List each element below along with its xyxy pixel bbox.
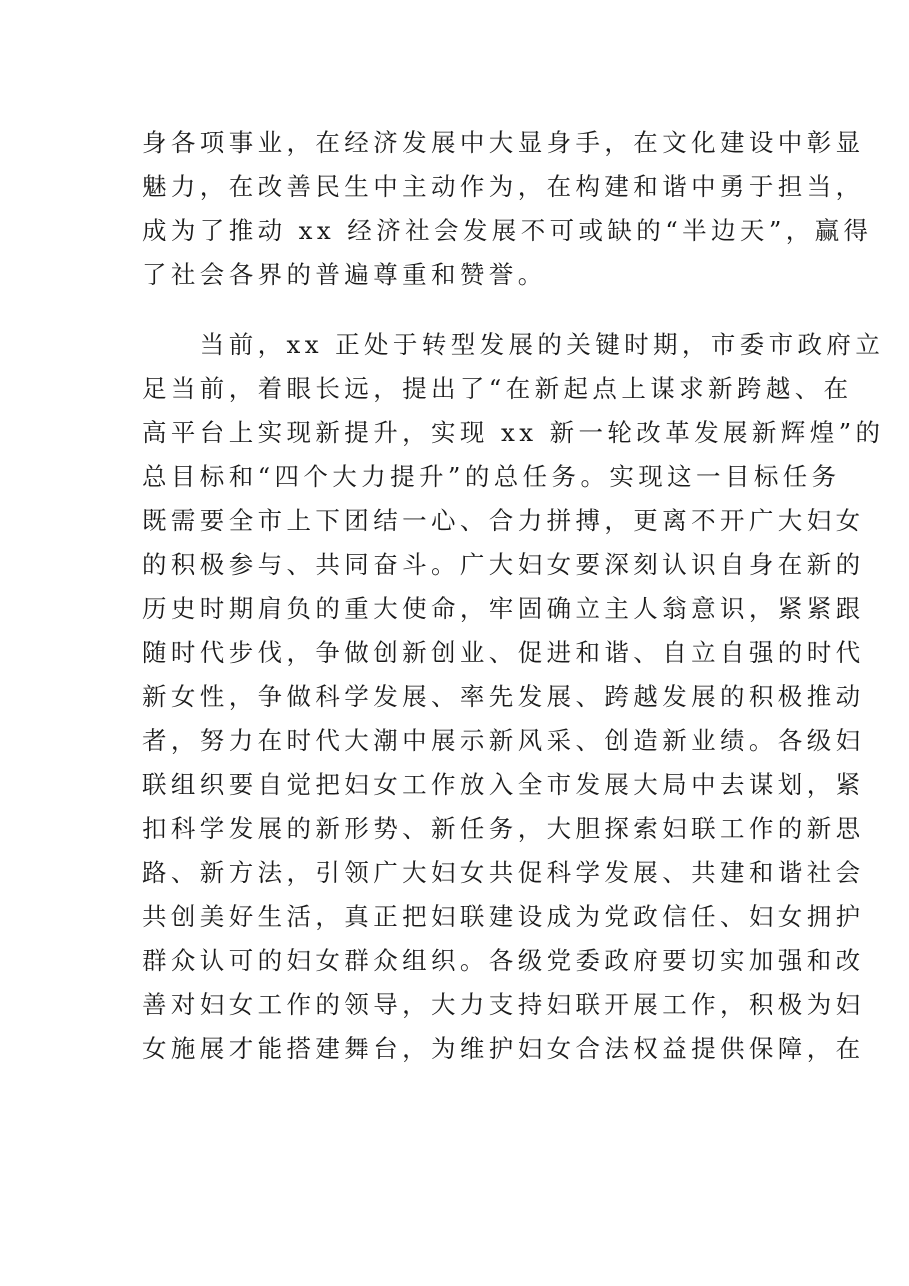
paragraph-line: 扣科学发展的新形势、新任务，大胆探索妇联工作的新思 (142, 814, 865, 843)
paragraph-line: 身各项事业，在经济发展中大显身手，在文化建设中彰显 (142, 128, 865, 157)
paragraph-line: 的积极参与、共同奋斗。广大妇女要深刻认识自身在新的 (142, 550, 865, 579)
paragraph-line: 群众认可的妇女群众组织。各级党委政府要切实加强和改 (142, 946, 865, 975)
paragraph-line: 联组织要自觉把妇女工作放入全市发展大局中去谋划，紧 (142, 770, 865, 799)
paragraph-line: 足当前，着眼长远，提出了“在新起点上谋求新跨越、在 (142, 374, 853, 403)
paragraph-line: 历史时期肩负的重大使命，牢固确立主人翁意识，紧紧跟 (142, 594, 865, 623)
paragraph-line: 路、新方法，引领广大妇女共促科学发展、共建和谐社会 (142, 858, 865, 887)
paragraph-line: 女施展才能搭建舞台，为维护妇女合法权益提供保障，在 (142, 1034, 865, 1063)
paragraph-line: 当前，xx 正处于转型发展的关键时期，市委市政府立 (142, 330, 885, 359)
paragraph-line: 善对妇女工作的领导，大力支持妇联开展工作，积极为妇 (142, 990, 865, 1019)
paragraph-1 (142, 121, 873, 297)
paragraph-line: 魅力，在改善民生中主动作为，在构建和谐中勇于担当， (142, 172, 865, 201)
paragraph-line: 共创美好生活，真正把妇联建设成为党政信任、妇女拥护 (142, 902, 865, 931)
paragraph-line: 高平台上实现新提升，实现 xx 新一轮改革发展新辉煌”的 (142, 418, 885, 447)
paragraph-line: 随时代步伐，争做创新创业、促进和谐、自立自强的时代 (142, 638, 865, 667)
paragraph-line: 成为了推动 xx 经济社会发展不可或缺的“半边天”，赢得 (142, 216, 873, 245)
paragraph-line: 既需要全市上下团结一心、合力拼搏，更离不开广大妇女 (142, 506, 865, 535)
paragraph-2 (142, 323, 885, 1071)
paragraph-line: 了社会各界的普遍尊重和赞誉。 (142, 260, 547, 289)
paragraph-line: 新女性，争做科学发展、率先发展、跨越发展的积极推动 (142, 682, 865, 711)
paragraph-line: 总目标和“四个大力提升”的总任务。实现这一目标任务 (142, 462, 841, 491)
paragraph-line: 者，努力在时代大潮中展示新风采、创造新业绩。各级妇 (142, 726, 865, 755)
